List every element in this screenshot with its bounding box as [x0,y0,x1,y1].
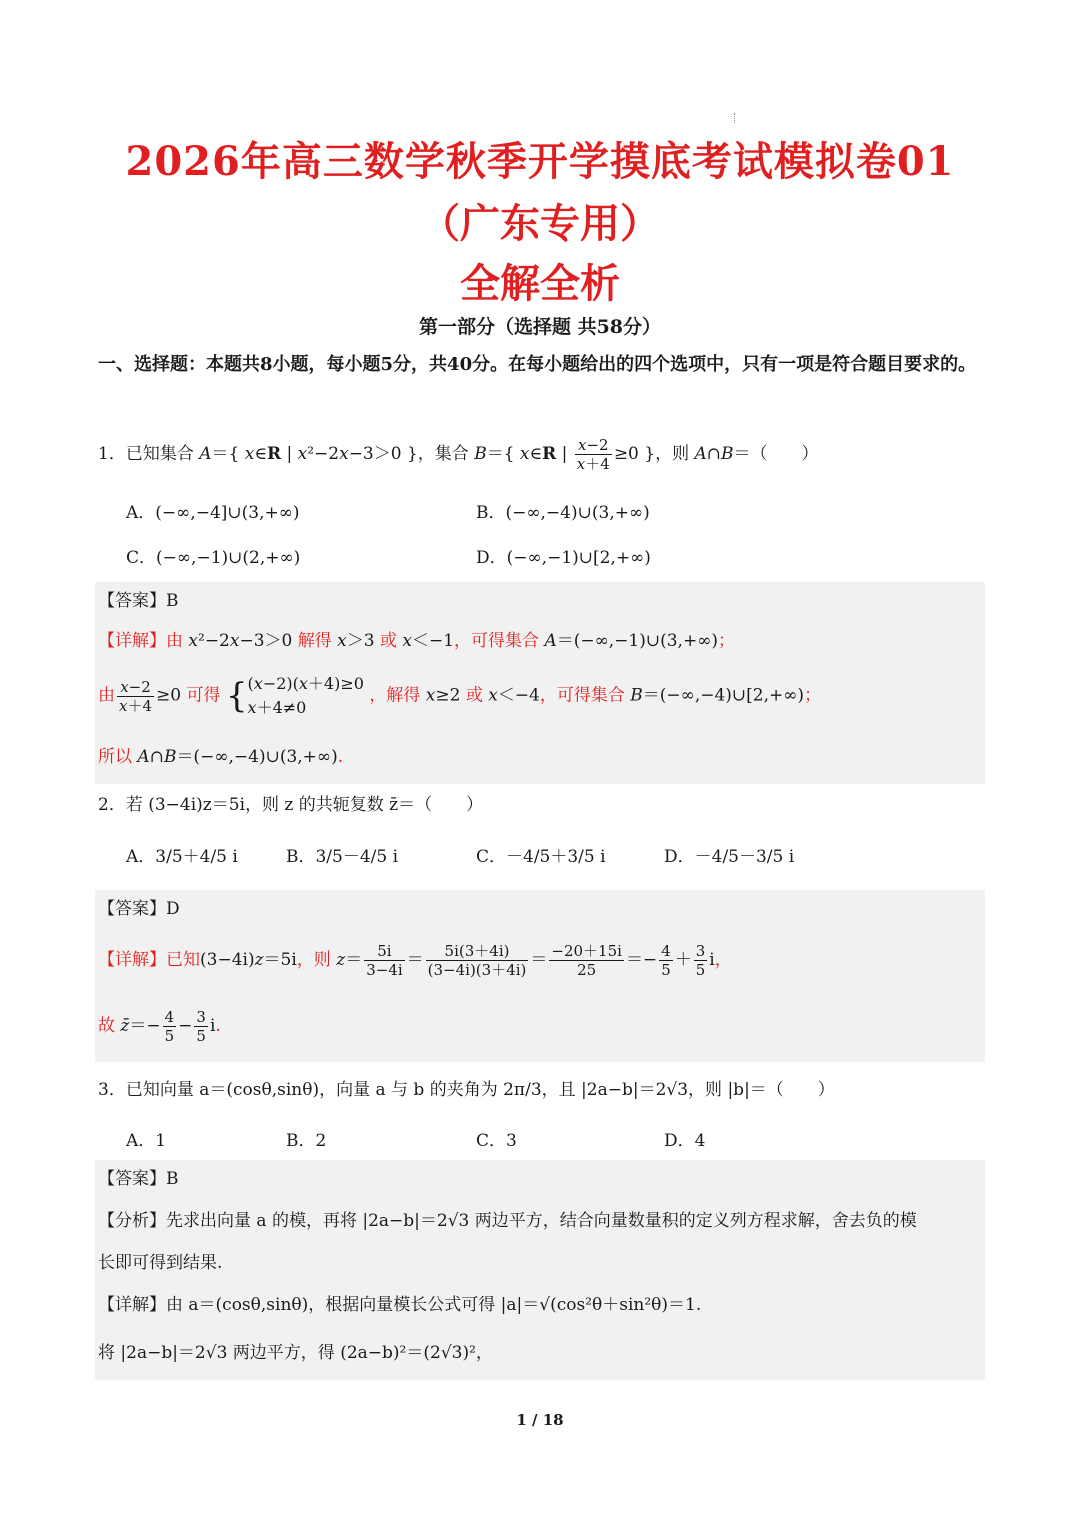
question-1-detail-line-1: 【详解】由 x²−2x−3＞0 解得 x＞3 或 x＜−1，可得集合 A＝(−∞,−1)∪(3,+∞)； [98,631,736,651]
question-3-option-d: D．4 [664,1131,706,1151]
question-2-option-a: A．3/5＋4/5 i [126,847,238,867]
question-1-answer: 【答案】B [98,591,179,611]
question-3-detail-line-2: 将 |2a−b|＝2√3 两边平方，得 (2a−b)²＝(2√3)²， [98,1343,493,1363]
document-title: 2026年高三数学秋季开学摸底考试模拟卷01 [125,138,955,185]
question-3-detail-line-1: 【详解】由 a＝(cosθ,sinθ)，根据向量模长公式可得 |a|＝√(cos²θ＋sin²θ)＝1. [98,1295,702,1315]
question-1-answer-box [95,582,985,784]
section-intro: 一、选择题：本题共8小题，每小题5分，共40分。在每小题给出的四个选项中，只有一项是符合题目要求的。 [98,354,977,375]
question-3-answer: 【答案】B [98,1169,179,1189]
question-2-option-b: B．3/5－4/5 i [286,847,399,867]
document-subtitle: （广东专用） [420,200,660,247]
question-3-analysis-line-2: 长即可得到结果. [98,1253,223,1273]
question-1-option-c: C．(−∞,−1)∪(2,+∞) [126,548,301,568]
question-2-stem: 2．若 (3−4i)z＝5i，则 z 的共轭复数 z̄＝（ ） [98,795,484,815]
part-heading: 第一部分（选择题 共58分） [418,316,662,338]
question-1-detail-line-3: 所以 A∩B＝(−∞,−4)∪(3,+∞). [98,747,344,767]
question-1-stem: 1．已知集合 A＝{ x∈R | x²−2x−3＞0 }，集合 B＝{ x∈R | $\frac{x-2}{x+4}$ ≥0 }，则 A∩B＝（ ） [98,436,819,473]
question-3-answer-box [95,1160,985,1380]
question-2-detail-line-2: 故 z̄＝− $\frac{4}{5}$ − $\frac{3}{5}$ i. [98,1008,221,1045]
document-heading: 全解全析 [460,261,620,307]
fraction: $\frac{x-2}{x+4}$ [576,436,610,473]
question-2-answer: 【答案】D [98,899,180,919]
question-1-option-b: B．(−∞,−4)∪(3,+∞) [476,503,650,523]
edge-marker [734,113,736,123]
question-2-option-c: C．－4/5＋3/5 i [476,847,606,867]
question-2-option-d: D．－4/5－3/5 i [664,847,795,867]
question-3-option-b: B．2 [286,1131,327,1151]
question-3-analysis-line-1: 【分析】先求出向量 a 的模，再将 |2a−b|＝2√3 两边平方，结合向量数量积的定义列方程求解，舍去负的模 [98,1211,917,1231]
question-2-answer-box [95,890,985,1062]
question-1-detail-line-2: 由 $\frac{x-2}{x+4}$ ≥0 可得 {(x−2)(x＋4)≥0 x＋4≠0 ，解得 x≥2 或 x＜−4，可得集合 B＝(−∞,−4)∪[2,+∞)； [98,674,822,717]
page-number: 1 / 18 [516,1411,564,1429]
question-3-stem: 3．已知向量 a＝(cosθ,sinθ)，向量 a 与 b 的夹角为 2π/3，且 |2a−b|＝2√3，则 |b|＝（ ） [98,1080,835,1100]
question-3-option-c: C．3 [476,1131,517,1151]
question-1-option-a: A．(−∞,−4]∪(3,+∞) [126,503,300,523]
question-1-option-d: D．(−∞,−1)∪[2,+∞) [476,548,651,568]
question-3-option-a: A．1 [126,1131,167,1151]
question-2-detail-line-1: 【详解】已知(3−4i)z＝5i，则 z＝ $\frac{5i}{3-4i}$ ＝ $\frac{5i(3+4i)}{(3-4i)(3+4i)}$ ＝ $\frac{-20+15i}{25}$ ＝− $\frac{4}{5}$ ＋ $\frac{3}{5}$ i， [98,942,732,979]
